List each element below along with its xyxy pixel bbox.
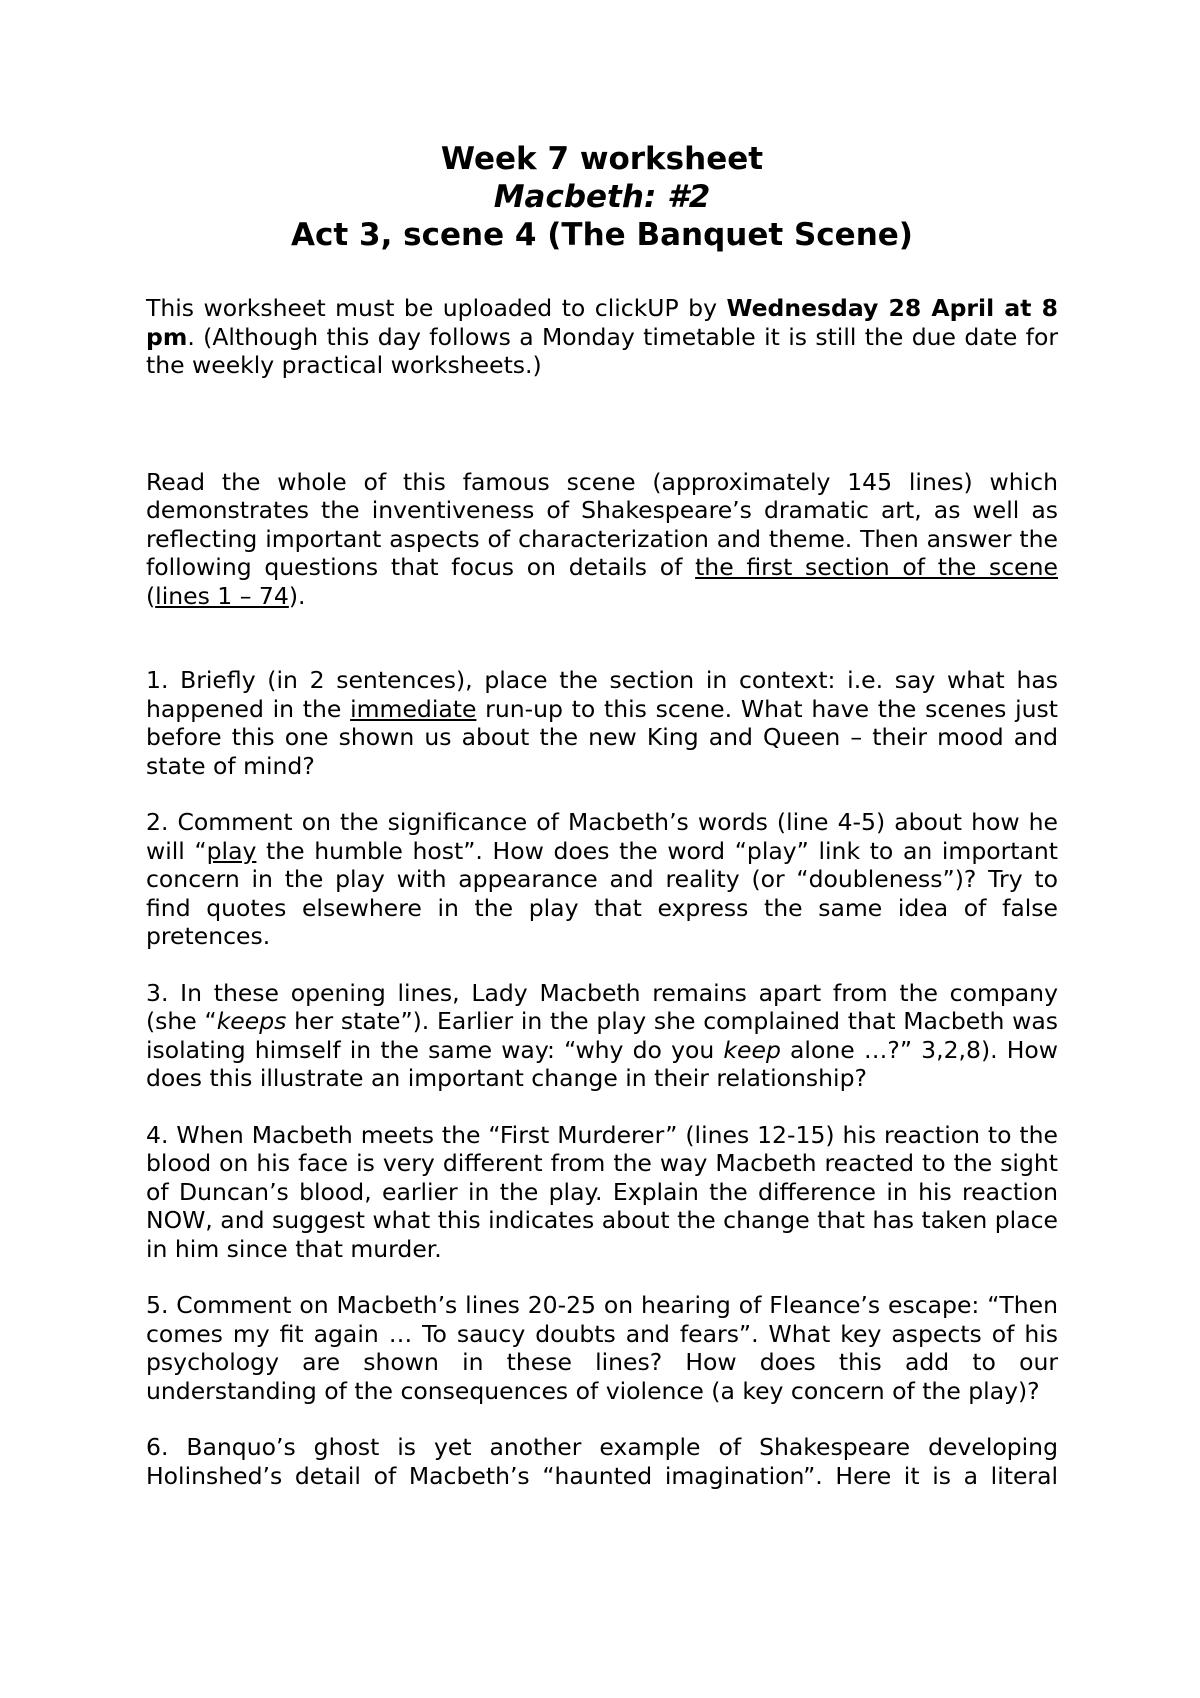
intro-middle: (	[146, 581, 156, 610]
scene-title: Act 3, scene 4 (The Banquet Scene)	[291, 217, 913, 253]
question-3-text-c: alone …?” 3,2,8). How does this illustrate an important change in their relationship?	[146, 1035, 1059, 1092]
question-2-underlined: play	[206, 836, 257, 865]
question-3-text-a: 3. In these opening lines, Lady Macbeth remains apart from the company (she “	[146, 978, 1058, 1035]
intro-underlined-section: the first section of the scene	[695, 553, 1058, 581]
question-2	[146, 808, 1058, 951]
due-notice	[146, 294, 1058, 380]
question-3	[146, 979, 1058, 1093]
question-5: 5. Comment on Macbeth’s lines 20-25 on hearing of Fleance’s escape: “Then comes my fit again … To saucy doubts and fears”. What key aspects of his psychology are shown in these lines? How does this add to our understanding of the consequences of violence (a key concern of the play)?	[146, 1291, 1058, 1405]
worksheet-title: Week 7 worksheet	[440, 141, 764, 177]
question-1	[146, 666, 1058, 780]
worksheet-subtitle: Macbeth: #2	[493, 179, 711, 215]
question-1-text-a: 1. Briefly (in 2 sentences), place the section in context: i.e. say what has happened in the	[146, 666, 1058, 723]
intro-end: ).	[288, 581, 306, 610]
intro-underlined-lines: lines 1 – 74	[155, 581, 289, 610]
question-1-text-b: run-up to this scene. What have the scenes just before this one shown us about the new King and Queen – their mood and state of mind?	[146, 694, 1058, 780]
question-1-underlined: immediate	[350, 694, 477, 723]
question-3-text-b: her state”). Earlier in the play she complained that Macbeth was isolating himself in the same way: “why do you	[146, 1007, 1058, 1064]
due-deadline: Wednesday 28 April at 8 pm	[146, 294, 1059, 351]
question-2-text-a: 2. Comment on the significance of Macbeth’s words (line 4-5) about how he will “	[146, 808, 1058, 865]
question-3-italic-keeps: keeps	[216, 1007, 287, 1035]
question-4: 4. When Macbeth meets the “First Murderer” (lines 12-15) his reaction to the blood on his face is very different from the way Macbeth reacted to the sight of Duncan’s blood, earlier in the play. Explain the difference in his reaction NOW, and suggest what this indicates about the change that has taken place in him since that murder.	[146, 1120, 1058, 1263]
question-3-italic-keep: keep	[723, 1035, 781, 1064]
intro-paragraph	[146, 468, 1058, 611]
worksheet-page	[146, 140, 1058, 1490]
due-lead: This worksheet must be uploaded to clickUP by	[146, 294, 727, 322]
question-2-text-b: the humble host”. How does the word “play” link to an important concern in the play with appearance and reality (or “doubleness”)? Try to find quotes elsewhere in the play that express the same idea of false pretences.	[146, 836, 1058, 950]
intro-text: Read the whole of this famous scene (approximately 145 lines) which demonstrates the inventiveness of Shakespeare’s dramatic art, as well as reflecting important aspects of characterization and theme. Then answer the following questions that focus on details of	[146, 467, 1058, 581]
title-block	[146, 140, 1058, 254]
due-rest: . (Although this day follows a Monday timetable it is still the due date for the weekly practical worksheets.)	[146, 322, 1058, 379]
question-6: 6. Banquo’s ghost is yet another example of Shakespeare developing Holinshed’s detail of Macbeth’s “haunted imagination”. Here it is a literal	[146, 1433, 1058, 1490]
